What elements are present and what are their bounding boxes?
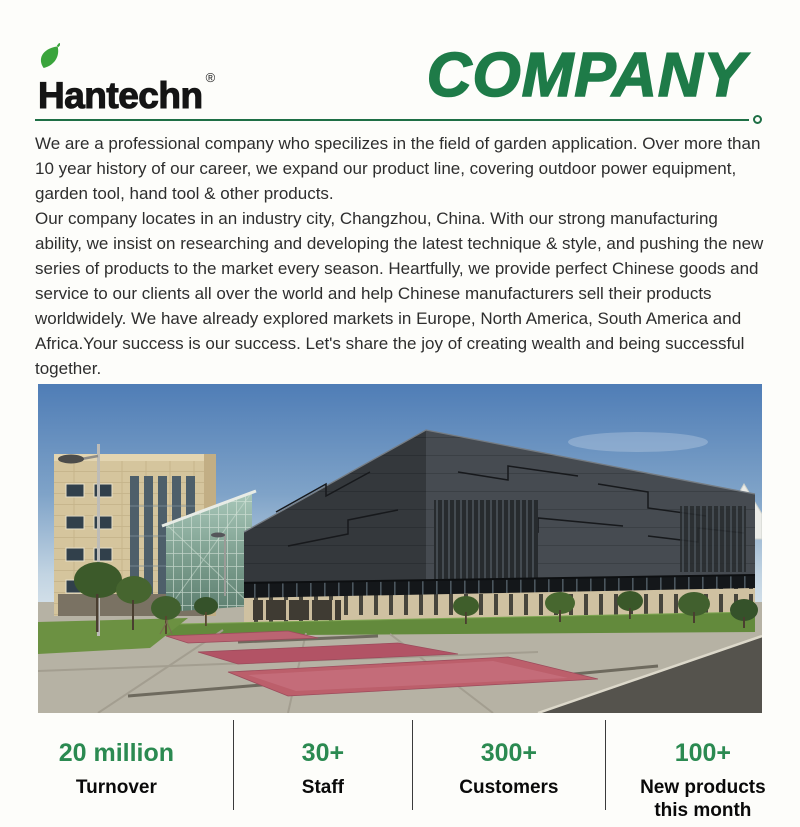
stat-new-products bbox=[605, 720, 800, 821]
registered-mark-icon: ® bbox=[205, 70, 216, 85]
stat-turnover bbox=[0, 720, 233, 810]
about-paragraph-1: We are a professional company who specilizes in the field of garden application. Over more than 10 year history of our career, we expand our product line, covering outdoor power equipment, garden tool, hand tool & other products. bbox=[35, 134, 761, 203]
stat-value: 20 million bbox=[58, 739, 175, 767]
logo bbox=[38, 56, 215, 118]
stat-label: Staff bbox=[301, 777, 344, 798]
stat-customers bbox=[412, 720, 605, 810]
header-divider bbox=[35, 119, 749, 121]
company-description bbox=[35, 131, 768, 381]
logo-text: Hantechn bbox=[38, 75, 203, 116]
page-title: COMPANY bbox=[426, 41, 746, 110]
stat-value: 300+ bbox=[480, 739, 538, 767]
about-paragraph-2: Our company locates in an industry city, Changzhou, China. With our strong manufacturing ability, we insist on researching and developing the latest technique & style, and pushing the new series of products to the market every season. Heartfully, we provide perfect Chinese goods and service to our clients all over the world and help Chinese manufacturers sell their products worldwidely. We have already explored markets in Europe, North America, South America and Africa.Your success is our success. Let's share the joy of creating wealth and being successful together. bbox=[35, 209, 764, 378]
company-building-photo bbox=[38, 384, 762, 713]
stat-label: Customers bbox=[459, 777, 559, 798]
stat-label: Turnover bbox=[75, 777, 157, 798]
stat-value: 100+ bbox=[674, 739, 732, 767]
stat-label: New products this month bbox=[640, 777, 766, 821]
stat-value: 30+ bbox=[301, 739, 345, 767]
logo-wordmark bbox=[38, 70, 216, 116]
leaf-icon bbox=[35, 43, 60, 70]
stats-row bbox=[0, 720, 800, 821]
divider-end-dot-icon bbox=[753, 115, 762, 124]
stat-staff bbox=[233, 720, 412, 810]
